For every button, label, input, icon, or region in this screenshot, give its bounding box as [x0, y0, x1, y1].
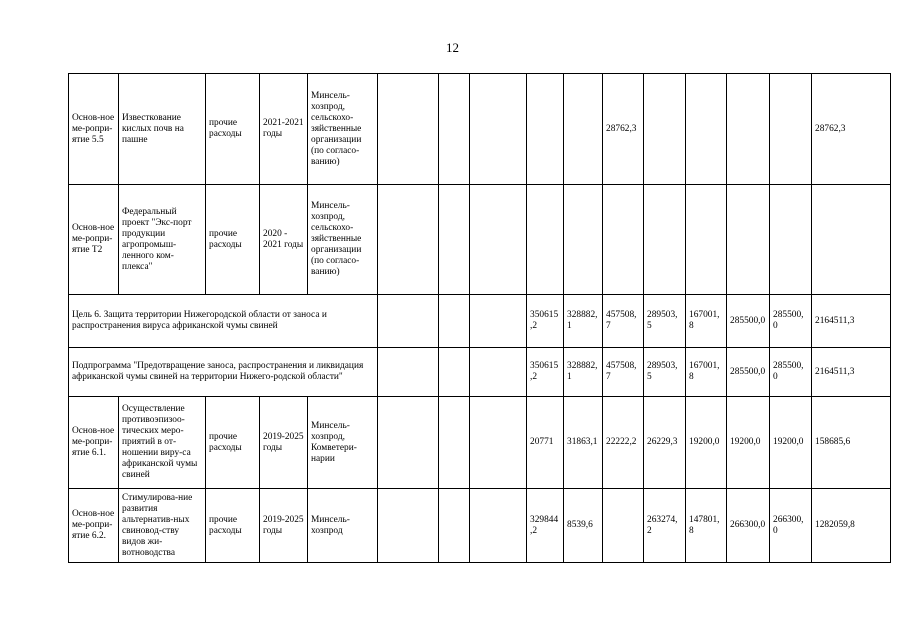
value-cell: 263274,2 [644, 489, 686, 563]
value-cell [564, 185, 603, 295]
value-cell [378, 74, 439, 185]
value-cell [378, 348, 439, 397]
value-cell: 167001,8 [686, 295, 727, 348]
measure-row [69, 185, 891, 295]
value-cell [439, 489, 470, 563]
value-cell [470, 295, 527, 348]
value-cell: 19200,0 [727, 397, 770, 489]
value-cell: 328882,1 [564, 295, 603, 348]
value-cell [470, 348, 527, 397]
value-cell [564, 74, 603, 185]
value-cell [603, 185, 644, 295]
value-cell: 1282059,8 [812, 489, 891, 563]
value-cell [812, 185, 891, 295]
measure-row [69, 489, 891, 563]
value-cell [378, 397, 439, 489]
measure-row [69, 397, 891, 489]
section-heading-cell: Подпрограмма "Предотвращение заноса, распространения и ликвидация африканской чумы свиней на территории Нижего-родской области" [69, 348, 378, 397]
value-cell [644, 74, 686, 185]
value-cell [527, 185, 564, 295]
value-cell [439, 397, 470, 489]
value-cell [727, 185, 770, 295]
value-cell [470, 397, 527, 489]
value-cell: 329844,2 [527, 489, 564, 563]
value-cell [770, 185, 812, 295]
value-cell [603, 489, 644, 563]
period-cell: 2019-2025 годы [260, 397, 308, 489]
executor-cell: Минсель-хозпрод, сельскохо-зяйственные организации (по согласо-ванию) [308, 74, 378, 185]
value-cell: 285500,0 [770, 295, 812, 348]
period-cell: 2021-2021 годы [260, 74, 308, 185]
value-cell [439, 295, 470, 348]
page-number: 12 [446, 40, 459, 55]
value-cell: 285500,0 [727, 348, 770, 397]
value-cell: 147801,8 [686, 489, 727, 563]
value-cell: 285500,0 [770, 348, 812, 397]
measure-code-cell: Основ-ное ме-ропри-ятие 6.2. [69, 489, 119, 563]
measure-code-cell: Основ-ное ме-ропри-ятие 5.5 [69, 74, 119, 185]
value-cell: 289503,5 [644, 295, 686, 348]
section-heading-cell: Цель 6. Защита территории Нижегородской области от заноса и распространения вируса африканской чумы свиней [69, 295, 378, 348]
value-cell [470, 489, 527, 563]
value-cell [770, 74, 812, 185]
measure-name-cell: Федеральный проект "Экс-порт продукции агропромыш-ленного ком-плекса" [119, 185, 206, 295]
value-cell [686, 185, 727, 295]
measure-code-cell: Основ-ное ме-ропри-ятие 6.1. [69, 397, 119, 489]
section-heading-row [69, 348, 891, 397]
value-cell: 19200,0 [770, 397, 812, 489]
value-cell [439, 348, 470, 397]
value-cell: 28762,3 [812, 74, 891, 185]
value-cell [527, 74, 564, 185]
value-cell: 285500,0 [727, 295, 770, 348]
executor-cell: Минсель-хозпрод, Комветери-нарии [308, 397, 378, 489]
value-cell: 350615,2 [527, 295, 564, 348]
executor-cell: Минсель-хозпрод [308, 489, 378, 563]
measure-row [69, 74, 891, 185]
value-cell [470, 185, 527, 295]
expense-type-cell: прочие расходы [206, 74, 260, 185]
value-cell [727, 74, 770, 185]
executor-cell: Минсель-хозпрод, сельскохо-зяйственные организации (по согласо-ванию) [308, 185, 378, 295]
value-cell: 158685,6 [812, 397, 891, 489]
value-cell: 457508,7 [603, 295, 644, 348]
value-cell: 19200,0 [686, 397, 727, 489]
value-cell: 26229,3 [644, 397, 686, 489]
value-cell: 266300,0 [770, 489, 812, 563]
measure-name-cell: Стимулирова-ние развития альтернатив-ных свиновод-ству видов жи-вотноводства [119, 489, 206, 563]
value-cell: 167001,8 [686, 348, 727, 397]
measure-code-cell: Основ-ное ме-ропри-ятие Т2 [69, 185, 119, 295]
value-cell [378, 295, 439, 348]
value-cell: 20771 [527, 397, 564, 489]
value-cell: 2164511,3 [812, 348, 891, 397]
value-cell [439, 74, 470, 185]
value-cell: 22222,2 [603, 397, 644, 489]
period-cell: 2019-2025 годы [260, 489, 308, 563]
expense-type-cell: прочие расходы [206, 489, 260, 563]
value-cell: 289503,5 [644, 348, 686, 397]
section-heading-row [69, 295, 891, 348]
measure-name-cell: Известкование кислых почв на пашне [119, 74, 206, 185]
value-cell: 28762,3 [603, 74, 644, 185]
measure-name-cell: Осуществление противоэпизоо-тических меро-приятий в от-ношении виру-са африканской чумы свиней [119, 397, 206, 489]
value-cell: 266300,0 [727, 489, 770, 563]
value-cell [378, 185, 439, 295]
value-cell: 2164511,3 [812, 295, 891, 348]
expense-type-cell: прочие расходы [206, 185, 260, 295]
value-cell: 31863,1 [564, 397, 603, 489]
value-cell [686, 74, 727, 185]
expense-type-cell: прочие расходы [206, 397, 260, 489]
value-cell [644, 185, 686, 295]
period-cell: 2020 - 2021 годы [260, 185, 308, 295]
value-cell: 8539,6 [564, 489, 603, 563]
value-cell: 350615,2 [527, 348, 564, 397]
value-cell [439, 185, 470, 295]
value-cell: 457508,7 [603, 348, 644, 397]
budget-table [68, 73, 891, 563]
value-cell [470, 74, 527, 185]
value-cell: 328882,1 [564, 348, 603, 397]
value-cell [378, 489, 439, 563]
